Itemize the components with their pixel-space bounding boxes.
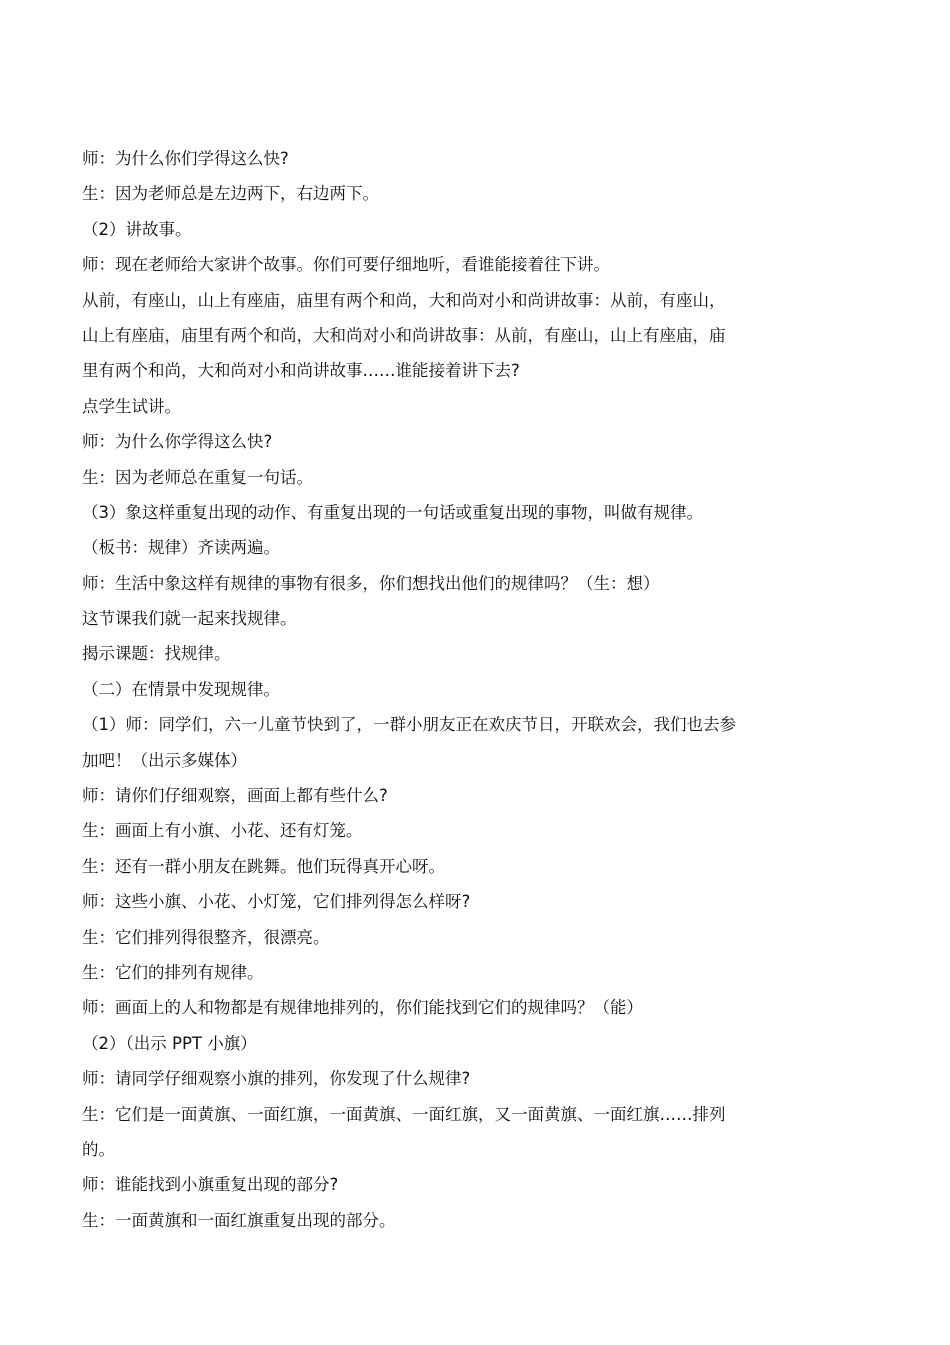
text-line: 加吧！（出示多媒体） bbox=[82, 750, 247, 770]
text-line: 师：为什么你学得这么快? bbox=[82, 432, 273, 452]
text-line: 师：画面上的人和物都是有规律地排列的，你们能找到它们的规律吗？（能） bbox=[82, 998, 643, 1018]
text-line: 生：它们是一面黄旗、一面红旗，一面黄旗、一面红旗，又一面黄旗、一面红旗……排列 bbox=[82, 1104, 726, 1124]
text-line: 师：这些小旗、小花、小灯笼，它们排列得怎么样呀? bbox=[82, 892, 471, 912]
text-line: 师：生活中象这样有规律的事物有很多，你们想找出他们的规律吗？（生：想） bbox=[82, 573, 660, 593]
text-line: 师：现在老师给大家讲个故事。你们可要仔细地听，看谁能接着往下讲。 bbox=[82, 255, 610, 275]
text-line: （二）在情景中发现规律。 bbox=[82, 679, 280, 699]
text-line: 生：还有一群小朋友在跳舞。他们玩得真开心呀。 bbox=[82, 856, 445, 876]
text-line: （2）（出示 PPT 小旗） bbox=[82, 1033, 257, 1053]
text-line: （3）象这样重复出现的动作、有重复出现的一句话或重复出现的事物，叫做有规律。 bbox=[82, 502, 703, 522]
text-line: （板书：规律）齐读两遍。 bbox=[82, 538, 280, 558]
text-line: 生：画面上有小旗、小花、还有灯笼。 bbox=[82, 821, 363, 841]
text-line: （1）师：同学们，六一儿童节快到了，一群小朋友正在欢庆节日，开联欢会，我们也去参 bbox=[82, 715, 736, 735]
text-line: 生：因为老师总是左边两下，右边两下。 bbox=[82, 184, 379, 204]
text-line: 山上有座庙，庙里有两个和尚，大和尚对小和尚讲故事：从前，有座山，山上有座庙，庙 bbox=[82, 325, 726, 345]
document-body bbox=[82, 141, 797, 1238]
text-line: 从前，有座山，山上有座庙，庙里有两个和尚，大和尚对小和尚讲故事：从前，有座山， bbox=[82, 290, 726, 310]
text-line: 揭示课题：找规律。 bbox=[82, 644, 231, 664]
text-line: 师：为什么你们学得这么快? bbox=[82, 149, 289, 168]
text-line: 这节课我们就一起来找规律。 bbox=[82, 609, 297, 629]
text-line: 生：一面黄旗和一面红旗重复出现的部分。 bbox=[82, 1210, 396, 1230]
text-line: 生：它们排列得很整齐，很漂亮。 bbox=[82, 927, 330, 947]
text-line: 生：它们的排列有规律。 bbox=[82, 962, 264, 982]
text-line: 点学生试讲。 bbox=[82, 396, 181, 416]
text-line: 师：请同学仔细观察小旗的排列，你发现了什么规律? bbox=[82, 1069, 471, 1089]
text-line: 师：谁能找到小旗重复出现的部分? bbox=[82, 1175, 339, 1195]
text-line: 师：请你们仔细观察，画面上都有些什么? bbox=[82, 786, 388, 806]
text-line: （2）讲故事。 bbox=[82, 219, 192, 239]
text-line: 里有两个和尚，大和尚对小和尚讲故事……谁能接着讲下去? bbox=[82, 361, 520, 381]
text-line: 的。 bbox=[82, 1139, 115, 1159]
text-line: 生：因为老师总在重复一句话。 bbox=[82, 467, 313, 487]
